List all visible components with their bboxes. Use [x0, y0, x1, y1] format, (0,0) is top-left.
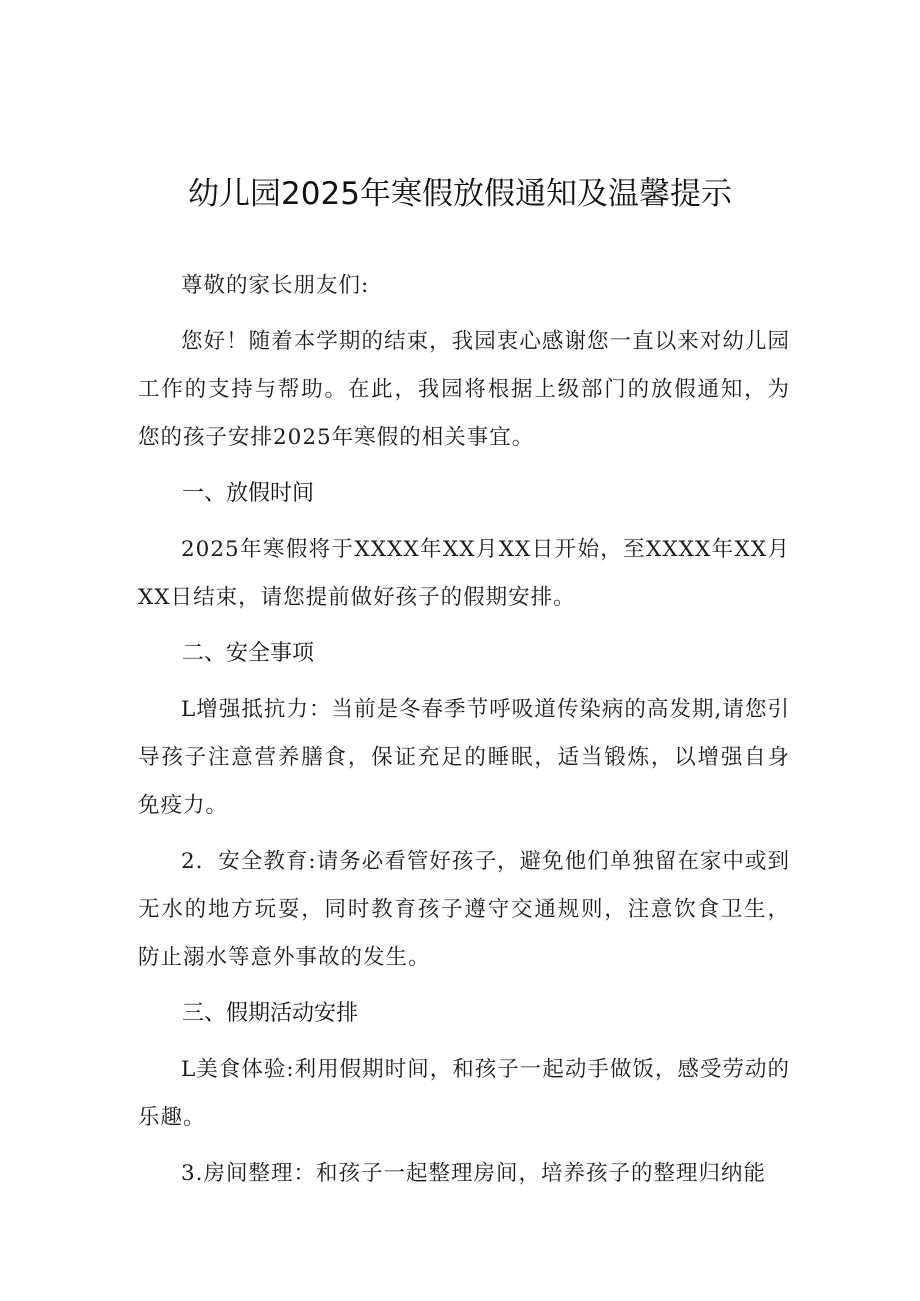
activity-item-tidying: 3.房间整理：和孩子一起整理房间，培养孩子的整理归纳能	[181, 1161, 767, 1186]
intro-paragraph: 您好！随着本学期的结束，我园衷心感谢您一直以来对幼儿园工作的支持与帮助。在此，我园将根据上级部门的放假通知，为您的孩子安排2025年寒假的相关事宜。	[138, 329, 790, 450]
holiday-time-paragraph: 2025年寒假将于XXXX年XX月XX日开始，至XXXX年XX月XX日结束，请您提前做好孩子的假期安排。	[138, 537, 790, 610]
section-heading-holiday-time: 一、放假时间	[182, 481, 315, 506]
section-heading-safety: 二、安全事项	[182, 641, 315, 666]
safety-item-immunity: L增强抵抗力：当前是冬春季节呼吸道传染病的高发期,请您引导孩子注意营养膳食，保证充足的睡眠，适当锻炼，以增强自身免疫力。	[138, 697, 790, 818]
section-heading-activities: 三、假期活动安排	[182, 1001, 359, 1026]
safety-item-education: 2．安全教育:请务必看管好孩子，避免他们单独留在家中或到无水的地方玩耍，同时教育孩子遵守交通规则，注意饮食卫生，防止溺水等意外事故的发生。	[138, 849, 790, 970]
activity-item-cooking: L美食体验:利用假期时间，和孩子一起动手做饭，感受劳动的乐趣。	[138, 1057, 790, 1130]
greeting: 尊敬的家长朋友们:	[181, 273, 370, 298]
document-title: 幼儿园2025年寒假放假通知及温馨提示	[188, 176, 732, 212]
document-body	[138, 262, 790, 1206]
